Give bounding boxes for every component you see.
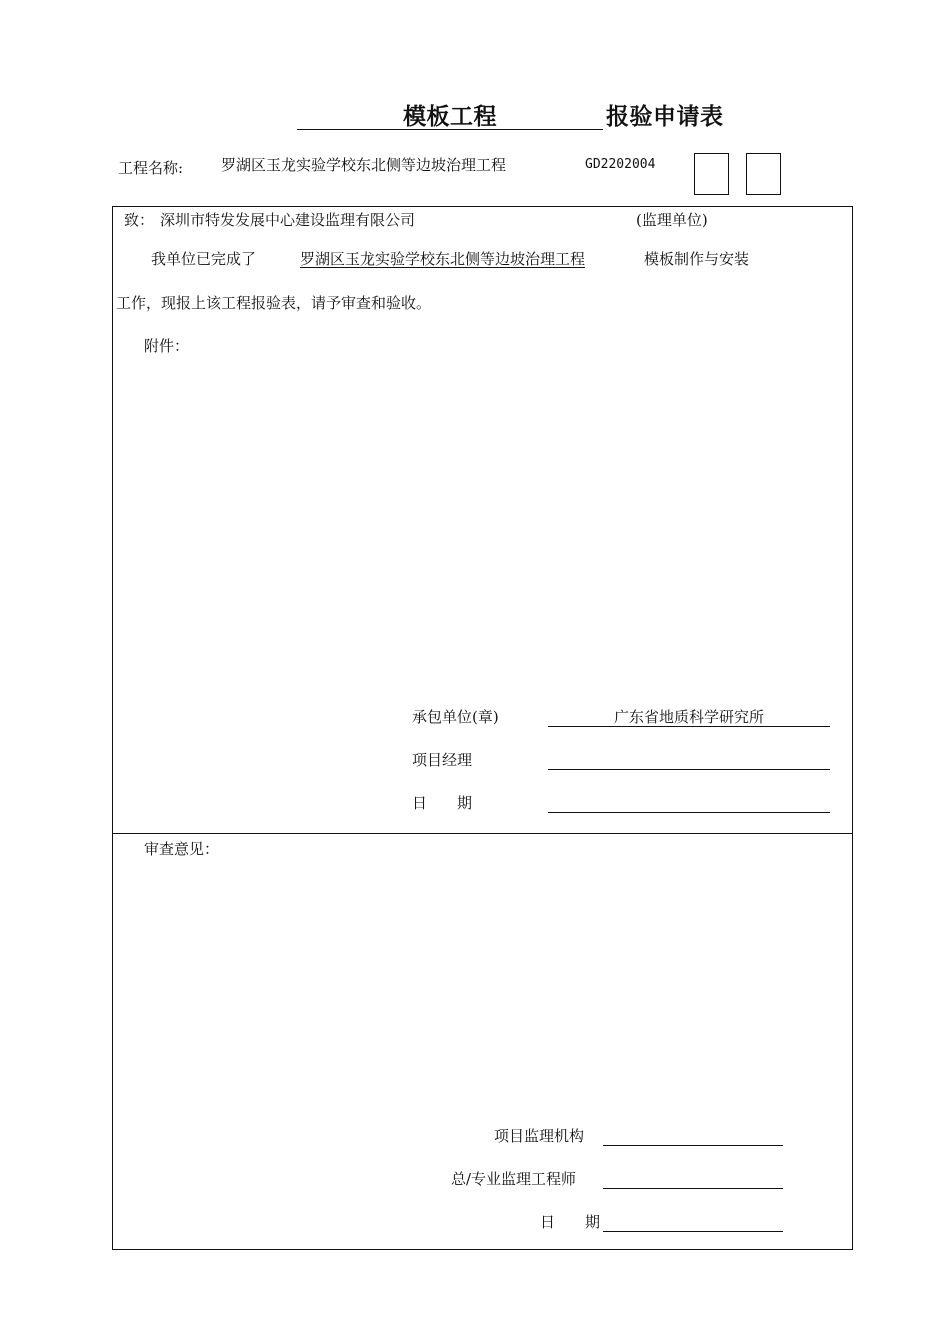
project-code: GD2202004 <box>585 157 656 172</box>
supervision-unit-name: 深圳市特发发展中心建设监理有限公司 <box>160 211 416 229</box>
supervising-engineer-line[interactable] <box>603 1188 783 1189</box>
project-name-label: 工程名称: <box>118 159 184 177</box>
contractor-unit-value: 广东省地质科学研究所 <box>613 708 764 726</box>
checkbox-1[interactable] <box>694 153 729 195</box>
contractor-date-label: 日 期 <box>412 794 473 812</box>
supervising-engineer-label: 总/专业监理工程师 <box>451 1170 577 1188</box>
completion-prefix: 我单位已完成了 <box>151 250 257 268</box>
supervision-org-label: 项目监理机构 <box>494 1127 585 1145</box>
review-date-line[interactable] <box>603 1231 783 1232</box>
review-date-label: 日 期 <box>540 1213 601 1231</box>
completion-work-item: 模板制作与安装 <box>644 250 750 268</box>
review-opinion-label: 审查意见： <box>144 840 220 858</box>
section-divider <box>112 833 853 834</box>
contractor-unit-line <box>548 726 830 727</box>
contractor-unit-label: 承包单位(章) <box>412 708 499 726</box>
attachments-label: 附件： <box>144 337 190 355</box>
project-name-value: 罗湖区玉龙实验学校东北侧等边坡治理工程 <box>221 156 507 174</box>
contractor-date-line <box>548 812 830 813</box>
project-manager-label: 项目经理 <box>412 751 473 769</box>
to-label: 致： <box>124 211 155 229</box>
request-statement: 工作，现报上该工程报验表，请予审查和验收。 <box>116 294 432 312</box>
checkbox-2[interactable] <box>746 153 781 195</box>
supervision-org-line[interactable] <box>603 1145 783 1146</box>
project-manager-line <box>548 769 830 770</box>
form-title: 报验申请表 <box>606 104 724 130</box>
supervision-unit-role: (监理单位) <box>636 211 708 229</box>
form-title-type: 模板工程 <box>403 104 497 130</box>
completion-project: 罗湖区玉龙实验学校东北侧等边坡治理工程 <box>300 250 586 268</box>
form-frame <box>112 206 853 1250</box>
